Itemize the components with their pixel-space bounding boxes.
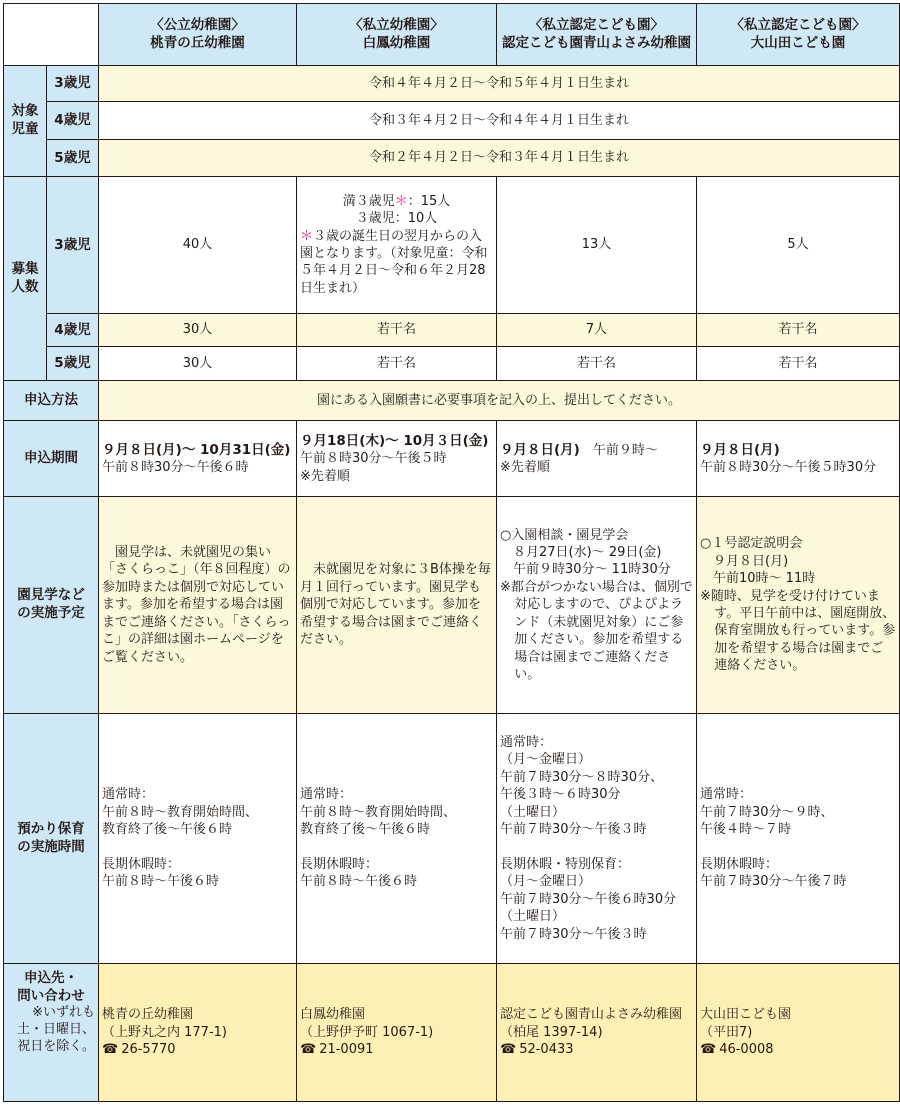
period-note: ※先着順: [500, 460, 550, 475]
method-row: [4, 381, 900, 421]
age-label: 5歳児: [47, 140, 99, 177]
visit-date: ８月27日(水)～ 29日(金): [513, 545, 662, 561]
school-name: 桃青の丘幼稚園: [150, 34, 245, 51]
childcare-c1: 通常時： 午前８時～教育開始時間、 教育終了後～午後６時 長期休暇時： 午前８時～午後６時: [99, 714, 297, 964]
recruit-c4: 若干名: [697, 347, 900, 381]
eligible-range: 令和３年４月２日～令和４年４月１日生まれ: [99, 102, 900, 140]
childcare-c2: 通常時： 午前８時～教育開始時間、 教育終了後～午後６時 長期休暇時： 午前８時～午後６時: [297, 714, 497, 964]
contact-c2: [297, 964, 497, 1102]
contact-label-title: 申込先・ 問い合わせ: [17, 970, 85, 1004]
period-row: [4, 421, 900, 497]
recruit-line-1: [300, 193, 493, 210]
age-label: 3歳児: [47, 66, 99, 102]
recruit-label: 募集 人数: [4, 177, 47, 381]
period-time: 午前８時30分～午後６時: [102, 459, 249, 475]
period-date: ９月８日(月)～ 10月31日(金): [102, 441, 291, 458]
contact-c4: [697, 964, 900, 1102]
header-school-4: [697, 4, 900, 66]
visit-item: ○１号認定説明会: [700, 536, 803, 552]
childcare-row: [4, 714, 900, 964]
visit-time: 午前10時～ 11時: [713, 571, 816, 587]
period-label: 申込期間: [4, 421, 99, 497]
period-time: 午前８時30分～午後５時 ※先着順: [300, 451, 447, 484]
asterisk-mark: ＊: [394, 193, 408, 209]
recruit-c2: 若干名: [297, 314, 497, 347]
method-label: 申込方法: [4, 381, 99, 421]
note-text: ３歳の誕生日の翌月からの入園となります。（対象児童：令和５年４月２日～令和６年２月28日生まれ）: [300, 228, 488, 296]
school-type: 〈私立認定こども園〉: [529, 16, 664, 33]
phone-icon: [102, 1042, 121, 1057]
age-label: 4歳児: [47, 102, 99, 140]
phone-icon: [700, 1042, 719, 1057]
contact-tel: 52-0433: [519, 1042, 574, 1058]
contact-label-note: ※いずれも土・日曜日、祝日を除く。: [16, 1005, 95, 1054]
header-empty-cell: [4, 4, 99, 66]
visit-time: 午前９時30分～ 11時30分: [513, 562, 671, 578]
contact-name: 白鳳幼稚園: [300, 1007, 366, 1023]
visit-note: ※随時、見学を受け付けています。平日午前中は、園庭開放、保育室開放も行っています。参加を希望する場合は園までご連絡ください。: [700, 588, 896, 674]
contact-tel: 46-0008: [719, 1042, 774, 1058]
visit-c4: [697, 497, 900, 714]
childcare-c3: 通常時： （月～金曜日） 午前７時30分～８時30分、 午後３時～６時30分 （土曜日） 午前７時30分～午後３時 長期休暇・特別保育： （月～金曜日） 午前７時30分～午後６時30分 （土曜日） 午前７時30分～午後３時: [497, 714, 697, 964]
recruit-c2: 若干名: [297, 347, 497, 381]
eligible-row-4: [4, 102, 900, 140]
childcare-label: 預かり保育 の実施時間: [4, 714, 99, 964]
period-date: ９月18日(木)～ 10月３日(金): [300, 433, 489, 450]
recruit-row-3: [4, 177, 900, 314]
eligible-range: 令和４年４月２日～令和５年４月１日生まれ: [99, 66, 900, 102]
visit-date: ９月８日(月): [713, 553, 789, 569]
contact-name: 大山田こども園: [700, 1007, 792, 1023]
method-text: 園にある入園願書に必要事項を記入の上、提出してください。: [99, 381, 900, 421]
period-time: 午前９時～: [579, 442, 658, 458]
school-name: 認定こども園青山よさみ幼稚園: [502, 34, 691, 51]
school-name: 大山田こども園: [750, 34, 846, 51]
phone-icon: [300, 1042, 319, 1057]
age-label: 4歳児: [47, 314, 99, 347]
period-c1: [99, 421, 297, 497]
school-type: 〈私立幼稚園〉: [349, 16, 444, 33]
recruit-note: [300, 228, 493, 298]
visit-item: ○入園相談・園見学会: [500, 527, 629, 543]
phone-icon: [500, 1042, 519, 1057]
period-date: ９月８日(月): [500, 441, 580, 458]
contact-tel: 26-5770: [121, 1042, 176, 1058]
recruit-c3: 13人: [497, 177, 697, 314]
asterisk-mark: ＊: [300, 228, 314, 244]
recruit-c4: 若干名: [697, 314, 900, 347]
recruit-line-2: ３歳児：10人: [355, 211, 438, 227]
label-text: 満３歳児: [342, 193, 395, 209]
contact-label: [4, 964, 99, 1102]
header-school-2: [297, 4, 497, 66]
contact-address: （上野丸之内 177-1): [102, 1024, 227, 1040]
contact-c1: [99, 964, 297, 1102]
age-label: 3歳児: [47, 177, 99, 314]
period-time: 午前８時30分～午後５時30分: [700, 459, 877, 475]
visit-c2: 未就園児を対象に３B体操を毎月１回行っています。園見学も個別で対応しています。参加を希望する場合は園までご連絡ください。: [297, 497, 497, 714]
contact-name: 桃青の丘幼稚園: [102, 1007, 194, 1023]
recruit-c3: 7人: [497, 314, 697, 347]
eligible-range: 令和２年４月２日～令和３年４月１日生まれ: [99, 140, 900, 177]
contact-c3: [497, 964, 697, 1102]
contact-name: 認定こども園青山よさみ幼稚園: [500, 1007, 683, 1023]
childcare-c4: 通常時： 午前７時30分～９時、 午後４時～７時 長期休暇時： 午前７時30分～午後７時: [697, 714, 900, 964]
contact-row: [4, 964, 900, 1102]
recruit-c1: 30人: [99, 347, 297, 381]
recruit-row-5: [4, 347, 900, 381]
school-type: 〈公立幼稚園〉: [150, 16, 245, 33]
eligible-row-3: [4, 66, 900, 102]
eligible-label: 対象 児童: [4, 66, 47, 177]
visit-note: ※都合がつかない場合は、個別で対応しますので、ぴよぴよランド（未就園児対象）にご参加ください。参加を希望する場合は園までご連絡ください。: [500, 579, 693, 682]
recruit-c3: 若干名: [497, 347, 697, 381]
kindergarten-table: [3, 3, 900, 1102]
recruit-c1: 30人: [99, 314, 297, 347]
period-c2: [297, 421, 497, 497]
recruit-row-4: [4, 314, 900, 347]
visit-c3: [497, 497, 697, 714]
visit-row: [4, 497, 900, 714]
contact-address: （上野伊予町 1067-1): [300, 1024, 434, 1040]
visit-label: 園見学など の実施予定: [4, 497, 99, 714]
period-c3: [497, 421, 697, 497]
period-date: ９月８日(月): [700, 441, 780, 458]
age-label: 5歳児: [47, 347, 99, 381]
eligible-row-5: [4, 140, 900, 177]
header-school-1: [99, 4, 297, 66]
header-row: [4, 4, 900, 66]
contact-address: （平田7): [700, 1024, 753, 1040]
school-type: 〈私立認定こども園〉: [730, 16, 866, 33]
recruit-c1: 40人: [99, 177, 297, 314]
school-name: 白鳳幼稚園: [362, 34, 431, 51]
header-school-3: [497, 4, 697, 66]
count-text: ：15人: [407, 193, 451, 209]
period-c4: [697, 421, 900, 497]
recruit-c4: 5人: [697, 177, 900, 314]
visit-c1: 園見学は、未就園児の集い「さくらっこ」（年８回程度）の参加時または個別で対応しています。参加を希望する場合は園までご連絡ください。「さくらっこ」の詳細は園ホームページをご覧ください。: [99, 497, 297, 714]
contact-address: （柏尾 1397-14): [500, 1024, 603, 1040]
contact-tel: 21-0091: [319, 1042, 374, 1058]
recruit-c2: [297, 177, 497, 314]
